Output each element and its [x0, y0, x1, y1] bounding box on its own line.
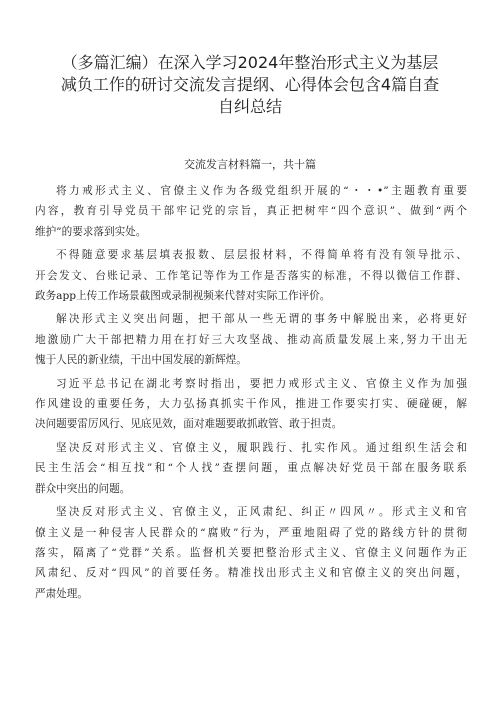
text-line: 作风建设的重要任务，大力弘扬真抓实干作风，推进工作要实打实、硬碰硬，解 [35, 398, 467, 411]
document-title [40, 52, 460, 118]
text-line: 维护”的要求落到实处。 [35, 225, 147, 238]
text-line: 政务app上传工作场景截图或录制视频来代替对实际工作评价。 [35, 290, 331, 303]
text-line: 愧于人民的新业绩，干出中国发展的新辉煌。 [35, 354, 247, 367]
text-line: 民主生活会“相互找”和“个人找”查摆问题，重点解决好党员干部在服务联系 [35, 462, 467, 475]
text-line: 习近平总书记在湖北考察时指出，要把力戒形式主义、官僚主义作为加强 [56, 377, 467, 390]
text-line: 将力戒形式主义、官僚主义作为各级党组织开展的“・・•”主题教育重要 [56, 185, 467, 197]
text-line: 僚主义是一种侵害人民群众的“腐败”行为，严重地阻碍了党的路线方针的贯彻 [35, 526, 467, 539]
text-line: 严肃处理。 [35, 587, 88, 600]
text-line: 内容，教育引导党员干部牢记党的宗旨，真正把树牢“四个意识”、做到“两个 [35, 205, 467, 218]
text-line: 不得随意要求基层填表报数、层层报材料，不得简单将有没有领导批示、 [56, 249, 467, 262]
paragraph [35, 374, 467, 435]
title-line: 自纠总结 [217, 97, 282, 116]
text-line: 坚决反对形式主义、官僚主义，正风肃纪、纠正〃四风〃。形式主义和官 [56, 506, 467, 519]
paragraph [35, 309, 467, 370]
title-line: （多篇汇编）在深入学习2024年整治形式主义为基层 [61, 53, 439, 72]
paragraph [35, 181, 467, 242]
text-line: 群众中突出的问题。 [35, 482, 131, 495]
text-line: 地激励广大干部把精力用在打好三大攻坚战、推动高质量发展上来,努力干出无 [35, 333, 467, 346]
paragraph [35, 438, 467, 499]
text-line: 风肃纪、反对“四风”的首要任务。精准找出形式主义和官僚主义的突出问题， [35, 567, 467, 580]
text-line: 落实，隔离了“党群”关系。监督机关要把整治形式主义、官僚主义问题作为正 [35, 546, 467, 559]
section-subtitle: 交流发言材料篇一，共十篇 [184, 158, 316, 171]
paragraph [35, 245, 467, 306]
paragraph [35, 502, 467, 604]
text-line: 坚决反对形式主义、官僚主义，履职践行、扎实作风。通过组织生活会和 [56, 441, 467, 454]
text-line: 决问题要雷厉风行、见底见效，面对难题要敢抓敢管、敢于担责。 [35, 418, 343, 431]
text-line: 解决形式主义突出问题，把干部从一些无谓的事务中解脱出来，必将更好 [56, 313, 467, 326]
title-line: 减负工作的研讨交流发言提纲、心得体会包含4篇自查 [60, 75, 440, 94]
text-line: 开会发文、台账记录、工作笔记等作为工作是否落实的标准，不得以微信工作群、 [35, 269, 467, 282]
document-body [35, 181, 467, 607]
